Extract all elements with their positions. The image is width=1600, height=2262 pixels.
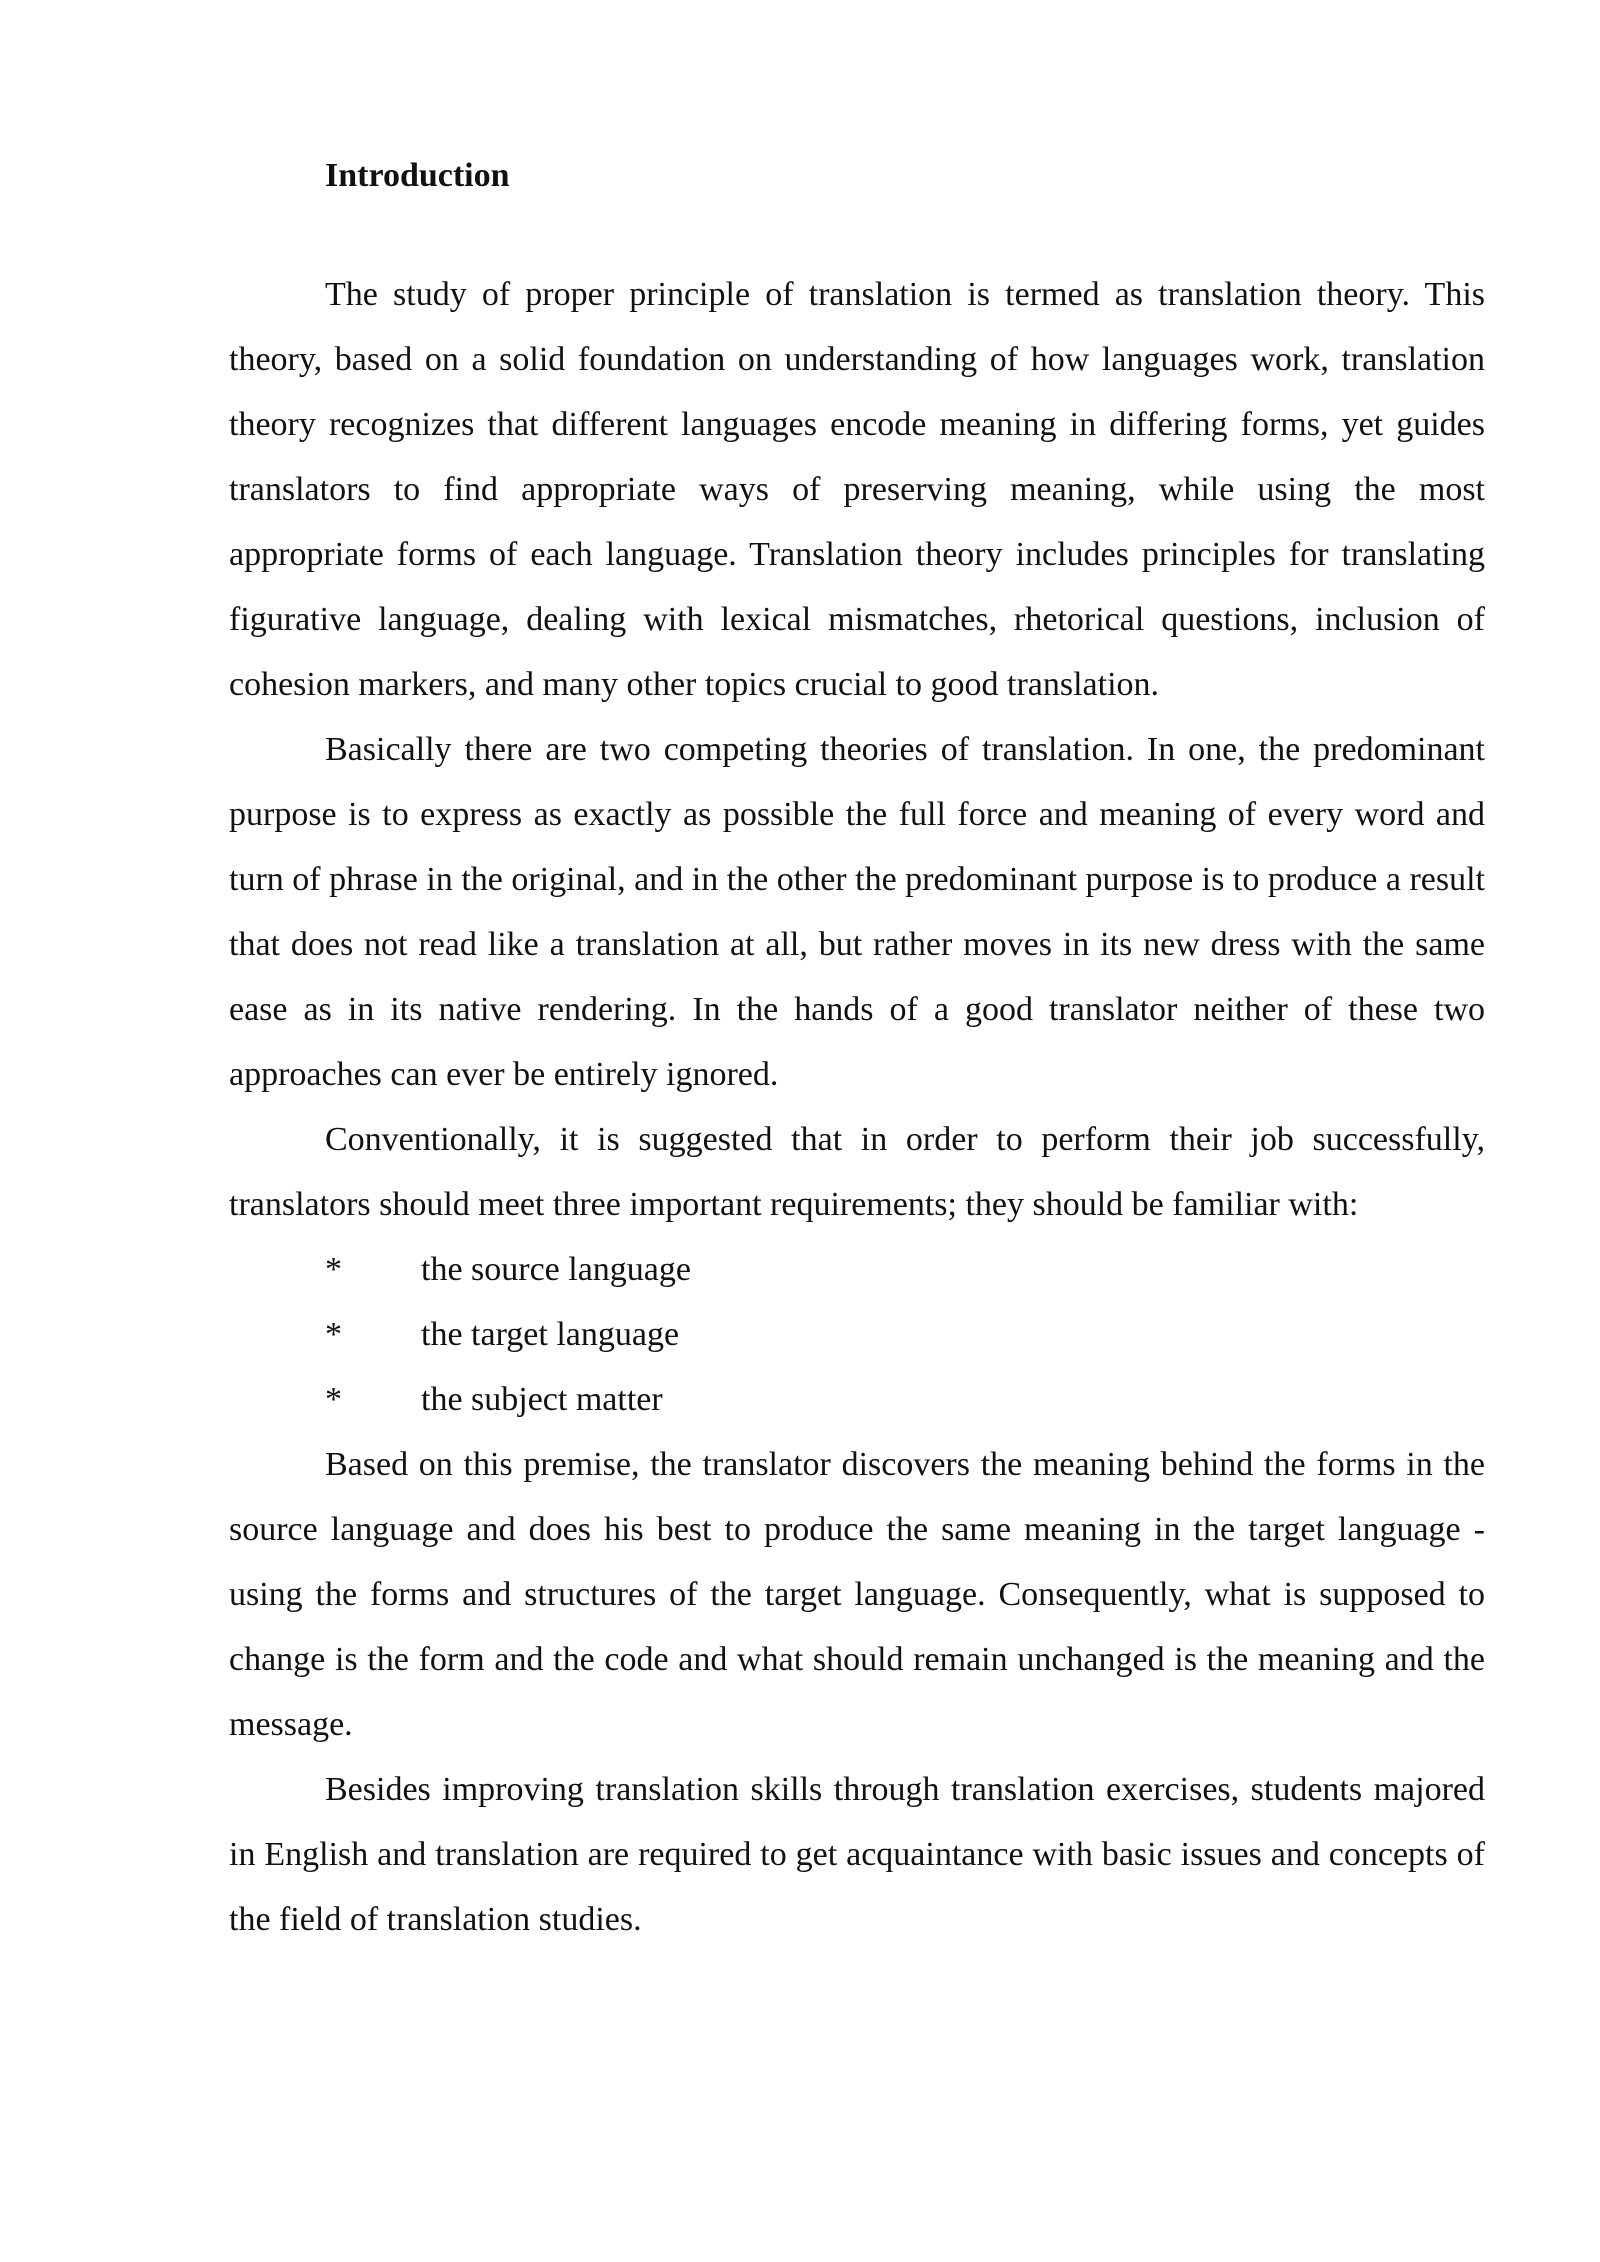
paragraph-premise: Based on this premise, the translator discovers the meaning behind the forms in the source language and does his best to produce the same meaning in the target language - using the forms and structures of the target language. Consequently, what is supposed to change is the form and the code and what should remain unchanged is the meaning and the message. (229, 1446, 1485, 1743)
list-item (229, 1237, 1485, 1302)
list-item-text: the subject matter (421, 1381, 663, 1418)
list-item-text: the source language (421, 1251, 691, 1288)
requirements-list (229, 1237, 1485, 1432)
bullet-marker: * (325, 1316, 342, 1353)
list-item (229, 1367, 1485, 1432)
document-body (229, 152, 1485, 1952)
paragraph-translation-studies: Besides improving translation skills through translation exercises, students majored in English and translation are required to get acquaintance with basic issues and concepts of the field of translation studies. (229, 1771, 1485, 1938)
paragraph-competing-theories: Basically there are two competing theories of translation. In one, the predominant purpose is to express as exactly as possible the full force and meaning of every word and turn of phrase in the original, and in the other the predominant purpose is to produce a result that does not read like a translation at all, but rather moves in its new dress with the same ease as in its native rendering. In the hands of a good translator neither of these two approaches can ever be entirely ignored. (229, 731, 1485, 1093)
paragraph-translation-theory: The study of proper principle of translation is termed as translation theory. This theory, based on a solid foundation on understanding of how languages work, translation theory recognizes that different languages encode meaning in differing forms, yet guides translators to find appropriate ways of preserving meaning, while using the most appropriate forms of each language. Translation theory includes principles for translating figurative language, dealing with lexical mismatches, rhetorical questions, inclusion of cohesion markers, and many other topics crucial to good translation. (229, 276, 1485, 703)
bullet-marker: * (325, 1381, 342, 1418)
section-heading: Introduction (325, 157, 510, 194)
bullet-marker: * (325, 1251, 342, 1288)
paragraph-requirements: Conventionally, it is suggested that in order to perform their job successfully, translators should meet three important requirements; they should be familiar with: (229, 1121, 1485, 1223)
list-item (229, 1302, 1485, 1367)
list-item-text: the target language (421, 1316, 680, 1353)
